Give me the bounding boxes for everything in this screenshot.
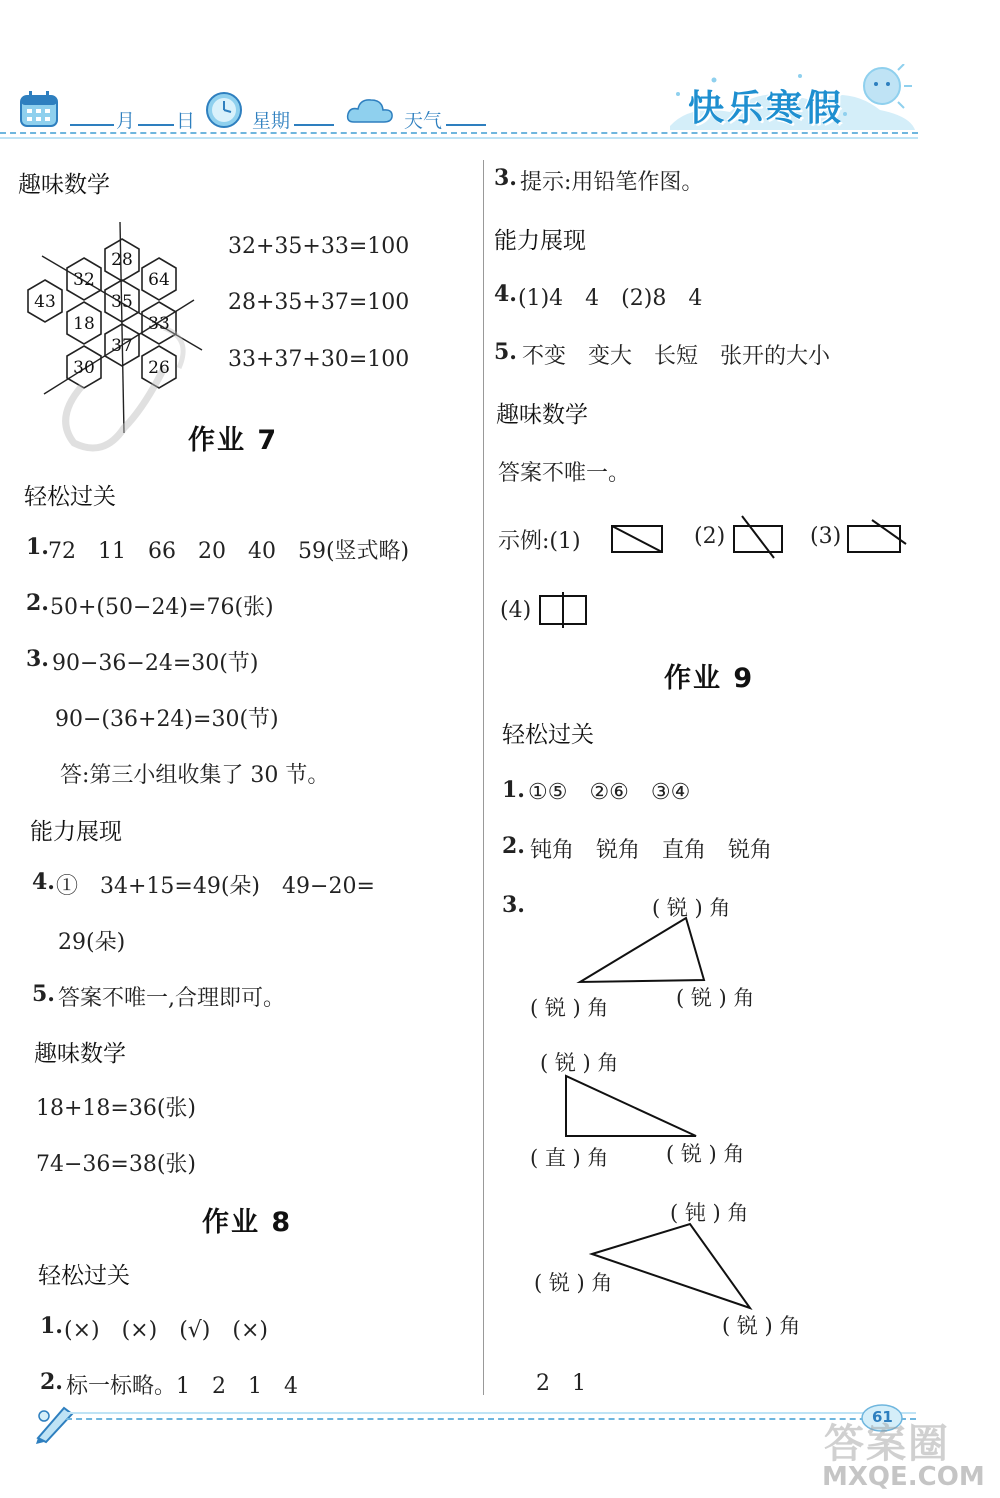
question-number: 2. bbox=[502, 833, 525, 859]
question-number: 3. bbox=[494, 165, 517, 191]
answer-text: ① 34+15=49(朵) 49−20= bbox=[56, 874, 375, 899]
angle-label: ( 直 ) 角 bbox=[530, 1146, 609, 1170]
hexagon-puzzle bbox=[14, 218, 214, 458]
page-number: 61 bbox=[872, 1408, 893, 1426]
angle-label: ( 锐 ) 角 bbox=[676, 986, 755, 1010]
answer-text: 72 11 66 20 40 59(竖式略) bbox=[48, 539, 410, 564]
question-number: 1. bbox=[502, 777, 525, 803]
footer-rule bbox=[66, 1412, 916, 1414]
weather-label: 天气 bbox=[404, 110, 443, 132]
homework-title-9: 作业 9 bbox=[664, 663, 755, 694]
angle-label: ( 锐 ) 角 bbox=[540, 1051, 619, 1075]
triangle-2 bbox=[556, 1068, 706, 1148]
question-number: 1. bbox=[26, 534, 49, 560]
hex-label: 30 bbox=[73, 358, 95, 378]
day-blank[interactable] bbox=[138, 104, 174, 126]
hex-label: 18 bbox=[73, 314, 95, 334]
hex-label: 33 bbox=[148, 314, 170, 334]
example-figure-2 bbox=[728, 514, 788, 560]
angle-label: ( 钝 ) 角 bbox=[670, 1201, 749, 1225]
month-label: 月 bbox=[116, 110, 136, 132]
equation: 33+37+30=100 bbox=[228, 347, 410, 372]
answer-text: 标一标略。1 2 1 4 bbox=[66, 1374, 298, 1399]
watermark-brand: 答案圈 bbox=[824, 1421, 950, 1467]
answer-text: 答案不唯一,合理即可。 bbox=[58, 986, 285, 1011]
footer-rule-2 bbox=[66, 1418, 916, 1420]
section-heading-easy: 轻松过关 bbox=[38, 1263, 130, 1289]
answer-text: (×) (×) (√) (×) bbox=[64, 1318, 268, 1343]
hex-label: 32 bbox=[73, 270, 95, 290]
answer-text: 74−36=38(张) bbox=[36, 1152, 197, 1177]
answer-text: 29(朵) bbox=[58, 930, 126, 955]
hex-label: 64 bbox=[148, 270, 170, 290]
example-label: (2) bbox=[694, 524, 726, 549]
header-rule bbox=[0, 132, 918, 134]
answer-text: 钝角 锐角 直角 锐角 bbox=[530, 838, 773, 863]
example-label: 示例:(1) bbox=[498, 529, 581, 554]
answer-text: 不变 变大 长短 张开的大小 bbox=[522, 344, 831, 369]
question-number: 2. bbox=[26, 590, 49, 616]
question-number: 4. bbox=[494, 281, 517, 307]
answer-text: 18+18=36(张) bbox=[36, 1096, 197, 1121]
question-number: 3. bbox=[502, 892, 525, 918]
answer-text: 90−(36+24)=30(节) bbox=[55, 707, 279, 732]
answer-text: (1)4 4 (2)8 4 bbox=[518, 286, 703, 311]
angle-label: ( 锐 ) 角 bbox=[652, 896, 731, 920]
homework-title-8: 作业 8 bbox=[202, 1207, 293, 1238]
question-number: 5. bbox=[32, 981, 55, 1007]
equation: 32+35+33=100 bbox=[228, 234, 410, 259]
section-heading-ability: 能力展现 bbox=[494, 228, 586, 254]
angle-label: ( 锐 ) 角 bbox=[666, 1142, 745, 1166]
hex-label: 43 bbox=[34, 292, 56, 312]
column-divider bbox=[483, 160, 484, 1395]
section-heading-easy: 轻松过关 bbox=[24, 484, 116, 510]
question-number: 5. bbox=[494, 339, 517, 365]
answer-text: ①⑤ ②⑥ ③④ bbox=[528, 780, 691, 805]
question-number: 3. bbox=[26, 646, 49, 672]
section-heading-ability: 能力展现 bbox=[30, 819, 122, 845]
angle-label: ( 锐 ) 角 bbox=[534, 1271, 613, 1295]
angle-label: ( 锐 ) 角 bbox=[530, 996, 609, 1020]
example-figure-1 bbox=[606, 522, 666, 556]
question-number: 2. bbox=[40, 1369, 63, 1395]
hex-label: 28 bbox=[111, 250, 133, 270]
question-number: 1. bbox=[40, 1313, 63, 1339]
answer-text: 答:第三小组收集了 30 节。 bbox=[60, 763, 330, 788]
example-label: (3) bbox=[810, 524, 842, 549]
question-number: 4. bbox=[32, 869, 55, 895]
weather-blank[interactable] bbox=[446, 104, 486, 126]
month-blank[interactable] bbox=[70, 104, 114, 126]
equation: 28+35+37=100 bbox=[228, 290, 410, 315]
answer-text: 2 1 bbox=[536, 1371, 586, 1396]
answer-text: 答案不唯一。 bbox=[498, 461, 631, 486]
cloud-icon bbox=[344, 94, 396, 128]
section-heading-fun-math: 趣味数学 bbox=[34, 1041, 126, 1067]
banner-title: 快乐寒假 bbox=[688, 88, 845, 129]
section-heading-fun-math: 趣味数学 bbox=[18, 172, 110, 198]
hex-label: 37 bbox=[111, 336, 133, 356]
answer-text: 50+(50−24)=76(张) bbox=[50, 595, 274, 620]
calendar-icon bbox=[18, 88, 62, 130]
homework-title-7: 作业 7 bbox=[188, 425, 279, 456]
example-figure-3 bbox=[844, 516, 910, 556]
hex-label: 35 bbox=[111, 292, 133, 312]
example-label: (4) bbox=[500, 598, 532, 623]
pencil-icon bbox=[30, 1400, 76, 1444]
clock-icon bbox=[204, 90, 244, 130]
section-heading-fun-math: 趣味数学 bbox=[496, 402, 588, 428]
hex-label: 26 bbox=[148, 358, 170, 378]
day-label: 日 bbox=[176, 110, 196, 132]
triangle-1 bbox=[570, 910, 720, 990]
header-rule-2 bbox=[0, 137, 918, 139]
weekday-label: 星期 bbox=[252, 110, 291, 132]
watermark-url: MXQE.COM bbox=[822, 1462, 985, 1492]
weekday-blank[interactable] bbox=[294, 104, 334, 126]
angle-label: ( 锐 ) 角 bbox=[722, 1314, 801, 1338]
answer-text: 90−36−24=30(节) bbox=[52, 651, 259, 676]
example-figure-4 bbox=[536, 592, 592, 628]
section-heading-easy: 轻松过关 bbox=[502, 722, 594, 748]
answer-text: 提示:用铅笔作图。 bbox=[520, 170, 704, 195]
